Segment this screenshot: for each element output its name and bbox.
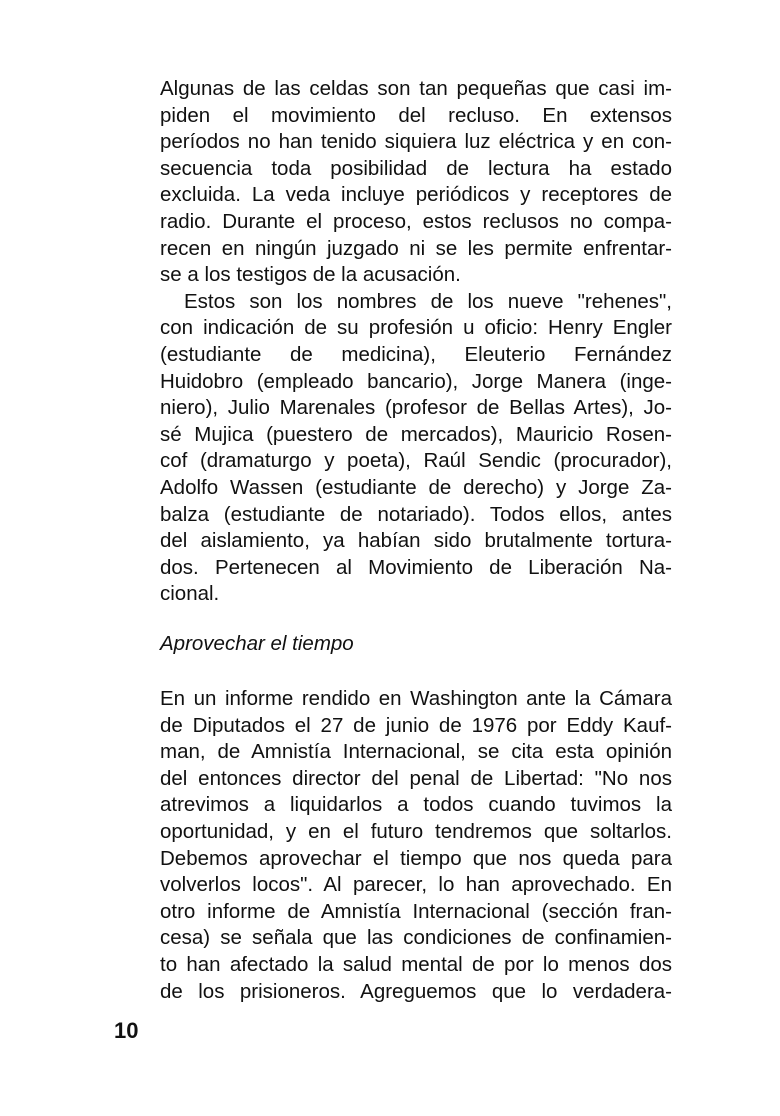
section-heading: Aprovechar el tiempo [160, 632, 354, 655]
text-line: excluida. La veda incluye periódicos y receptores de [160, 183, 672, 207]
text-line: cesa) se señala que las condiciones de confinamien- [160, 926, 672, 950]
text-line: oportunidad, y en el futuro tendremos que soltarlos. [160, 819, 672, 843]
text-line: se a los testigos de la acusación. [160, 263, 461, 287]
text-line: radio. Durante el proceso, estos reclusos no compa- [160, 209, 672, 233]
paragraph-report [160, 686, 672, 1005]
body-text-top [160, 76, 672, 608]
text-line: volverlos locos". Al parecer, lo han aprovechado. En [160, 873, 672, 897]
text-line: balza (estudiante de notariado). Todos ellos, antes [160, 502, 672, 526]
text-line: Huidobro (empleado bancario), Jorge Manera (inge- [160, 369, 672, 393]
text-line: de Diputados el 27 de junio de 1976 por Eddy Kauf- [160, 713, 672, 737]
text-line: En un informe rendido en Washington ante la Cámara [160, 687, 672, 710]
text-line: secuencia toda posibilidad de lectura ha estado [160, 156, 672, 180]
text-line: otro informe de Amnistía Internacional (sección fran- [160, 899, 672, 923]
text-line: Adolfo Wassen (estudiante de derecho) y Jorge Za- [160, 475, 672, 499]
body-text-bottom [160, 686, 672, 1005]
text-line: to han afectado la salud mental de por lo menos dos [160, 952, 672, 976]
text-line: (estudiante de medicina), Eleuterio Fernández [160, 342, 672, 366]
text-line: sé Mujica (puestero de mercados), Mauricio Rosen- [160, 422, 672, 446]
text-line: con indicación de su profesión u oficio: Henry Engler [160, 316, 672, 340]
text-line: niero), Julio Marenales (profesor de Bellas Artes), Jo- [160, 396, 672, 420]
paragraph-hostage-names [160, 289, 672, 608]
text-line: del aislamiento, ya habían sido brutalmente tortura- [160, 529, 672, 553]
text-line: piden el movimiento del recluso. En extensos [160, 103, 672, 127]
text-line: recen en ningún juzgado ni se les permite enfrentar- [160, 236, 672, 260]
text-line: Estos son los nombres de los nueve "rehenes", [184, 289, 672, 313]
text-line: cional. [160, 582, 220, 606]
text-line: atrevimos a liquidarlos a todos cuando tuvimos la [160, 793, 672, 817]
text-line: man, de Amnistía Internacional, se cita esta opinión [160, 740, 672, 764]
text-line: dos. Pertenecen al Movimiento de Liberación Na- [160, 555, 672, 579]
text-line: de los prisioneros. Agreguemos que lo verdadera- [160, 979, 672, 1003]
page-number: 10 [114, 1018, 139, 1043]
paragraph-cell-conditions [160, 76, 672, 289]
text-line: cof (dramaturgo y poeta), Raúl Sendic (procurador), [160, 449, 672, 473]
text-line: períodos no han tenido siquiera luz eléctrica y en con- [160, 130, 672, 154]
text-line: del entonces director del penal de Libertad: "No nos [160, 766, 672, 790]
text-line: Algunas de las celdas son tan pequeñas que casi im- [160, 77, 672, 100]
text-line: Debemos aprovechar el tiempo que nos queda para [160, 846, 672, 870]
